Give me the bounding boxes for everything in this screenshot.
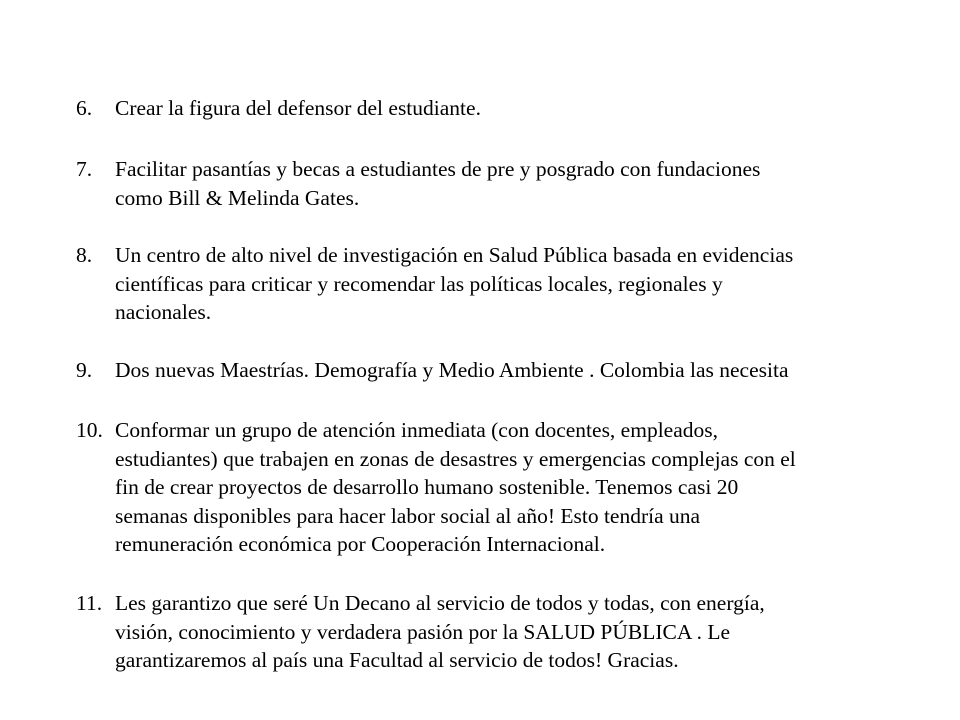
- item-text-line: garantizaremos al país una Facultad al servicio de todos! Gracias.: [115, 648, 679, 672]
- item-text-line: visión, conocimiento y verdadera pasión por la SALUD PÚBLICA . Le: [115, 619, 731, 644]
- item-text-line: Les garantizo que seré Un Decano al servicio de todos y todas, con energía,: [115, 591, 765, 615]
- item-text-line: como Bill & Melinda Gates.: [115, 185, 360, 210]
- item-number: 11.: [76, 591, 103, 615]
- item-text-line: científicas para criticar y recomendar las políticas locales, regionales y: [115, 271, 723, 296]
- item-text-line: estudiantes) que trabajen en zonas de desastres y emergencias complejas con el: [115, 446, 796, 471]
- item-number: 6.: [76, 96, 93, 120]
- item-text-line: fin de crear proyectos de desarrollo humano sostenible. Tenemos casi 20: [115, 475, 739, 499]
- item-number: 9.: [76, 358, 93, 382]
- item-text-line: Dos nuevas Maestrías. Demografía y Medio Ambiente . Colombia las necesita: [115, 358, 789, 382]
- item-number: 8.: [76, 243, 93, 267]
- item-text-line: remuneración económica por Cooperación Internacional.: [115, 532, 606, 556]
- list-item-7: [76, 155, 896, 212]
- item-text-line: Crear la figura del defensor del estudiante.: [115, 96, 481, 120]
- item-text-line: Un centro de alto nivel de investigación en Salud Pública basada en evidencias: [115, 243, 794, 267]
- item-text-line: semanas disponibles para hacer labor social al año! Esto tendría una: [115, 503, 701, 528]
- list-item-8: [76, 241, 896, 327]
- item-text-line: nacionales.: [115, 300, 212, 324]
- item-text-line: Conformar un grupo de atención inmediata (con docentes, empleados,: [115, 418, 718, 442]
- item-number: 7.: [76, 157, 93, 181]
- item-text-line: Facilitar pasantías y becas a estudiantes de pre y posgrado con fundaciones: [115, 157, 761, 181]
- list-item-10: [76, 416, 896, 559]
- list-item-6: [76, 94, 896, 123]
- list-item-9: [76, 356, 896, 385]
- item-number: 10.: [76, 418, 103, 442]
- list-item-11: [76, 589, 896, 675]
